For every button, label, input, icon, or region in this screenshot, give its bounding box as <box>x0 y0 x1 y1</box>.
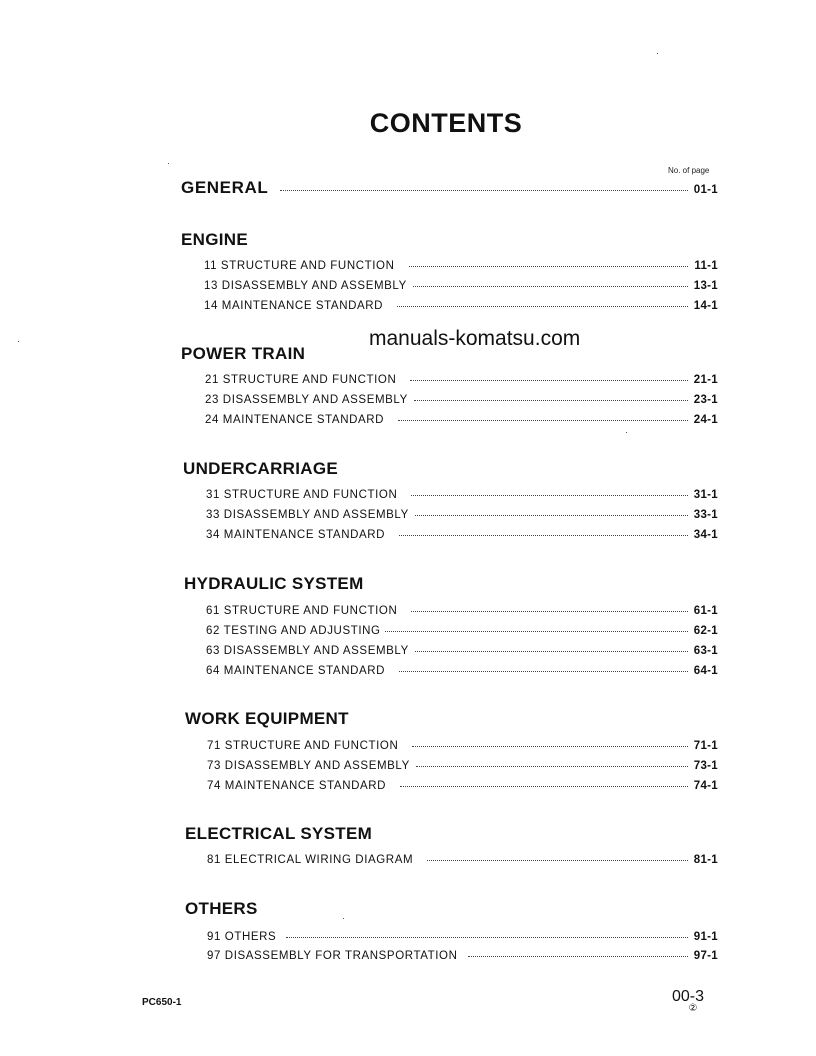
scan-speck <box>18 341 19 342</box>
section-heading: HYDRAULIC SYSTEM <box>184 574 364 593</box>
toc-entry[interactable] <box>205 394 718 406</box>
toc-entry[interactable] <box>206 625 718 637</box>
section-heading: WORK EQUIPMENT <box>185 709 349 728</box>
toc-entry[interactable] <box>207 931 718 943</box>
toc-entry[interactable] <box>207 950 718 962</box>
section-heading: ENGINE <box>181 230 248 249</box>
dot-leader <box>411 495 687 496</box>
scan-speck <box>343 918 344 919</box>
entry-page: 11-1 <box>694 260 718 272</box>
entry-page: 34-1 <box>693 529 718 541</box>
entry-label: 73 DISASSEMBLY AND ASSEMBLY <box>207 760 410 772</box>
toc-entry[interactable] <box>206 489 718 501</box>
entry-label: 14 MAINTENANCE STANDARD <box>204 300 384 312</box>
entry-label: 11 STRUCTURE AND FUNCTION <box>204 260 395 272</box>
dot-leader <box>415 651 688 652</box>
general-label: GENERAL <box>181 178 269 197</box>
entry-label: 34 MAINTENANCE STANDARD <box>206 529 386 541</box>
revision-mark: ② <box>688 1003 698 1014</box>
toc-entry[interactable] <box>204 260 718 272</box>
entry-page: 31-1 <box>693 489 718 501</box>
dot-leader <box>416 766 688 767</box>
entry-label: 31 STRUCTURE AND FUNCTION <box>206 489 398 501</box>
dot-leader <box>400 786 688 787</box>
toc-entry[interactable] <box>206 645 718 657</box>
toc-entry[interactable] <box>205 414 718 426</box>
entry-page: 21-1 <box>693 374 718 386</box>
entry-page: 23-1 <box>693 394 718 406</box>
dot-leader <box>280 190 687 191</box>
entry-label: 91 OTHERS <box>207 931 277 943</box>
entry-label: 63 DISASSEMBLY AND ASSEMBLY <box>206 645 409 657</box>
scan-speck <box>626 432 627 433</box>
dot-leader <box>415 515 688 516</box>
dot-leader <box>286 937 687 938</box>
dot-leader <box>468 956 688 957</box>
general-page: 01-1 <box>693 184 718 196</box>
toc-entry[interactable] <box>207 740 718 752</box>
entry-label: 97 DISASSEMBLY FOR TRANSPORTATION <box>207 950 458 962</box>
entry-page: 63-1 <box>693 645 718 657</box>
watermark-text: manuals-komatsu.com <box>369 327 581 350</box>
dot-leader <box>411 611 687 612</box>
entry-label: 81 ELECTRICAL WIRING DIAGRAM <box>207 854 414 866</box>
entry-label: 64 MAINTENANCE STANDARD <box>206 665 386 677</box>
entry-page: 13-1 <box>693 280 718 292</box>
entry-page: 97-1 <box>693 950 718 962</box>
section-heading: POWER TRAIN <box>181 344 306 363</box>
entry-label: 21 STRUCTURE AND FUNCTION <box>205 374 397 386</box>
entry-label: 24 MAINTENANCE STANDARD <box>205 414 385 426</box>
model-number: PC650-1 <box>142 997 182 1008</box>
toc-entry[interactable] <box>206 529 718 541</box>
entry-label: 13 DISASSEMBLY AND ASSEMBLY <box>204 280 407 292</box>
entry-page: 73-1 <box>693 760 718 772</box>
entry-label: 23 DISASSEMBLY AND ASSEMBLY <box>205 394 408 406</box>
section-heading: UNDERCARRIAGE <box>183 459 339 478</box>
entry-page: 81-1 <box>693 854 718 866</box>
section-heading: ELECTRICAL SYSTEM <box>185 824 373 843</box>
dot-leader <box>410 380 687 381</box>
toc-entry[interactable] <box>207 760 718 772</box>
entry-page: 62-1 <box>693 625 718 637</box>
scan-speck <box>657 53 658 54</box>
entry-page: 71-1 <box>693 740 718 752</box>
entry-label: 61 STRUCTURE AND FUNCTION <box>206 605 398 617</box>
entry-page: 64-1 <box>693 665 718 677</box>
toc-entry[interactable] <box>206 509 718 521</box>
entry-page: 91-1 <box>693 931 718 943</box>
dot-leader <box>414 400 688 401</box>
entry-page: 74-1 <box>693 780 718 792</box>
toc-entry[interactable] <box>207 780 718 792</box>
dot-leader <box>427 860 688 861</box>
page-number: 00-3 <box>672 988 705 1005</box>
entry-page: 24-1 <box>693 414 718 426</box>
dot-leader <box>399 671 688 672</box>
page-number-block <box>672 988 704 1014</box>
dot-leader <box>397 306 688 307</box>
toc-entry[interactable] <box>204 300 718 312</box>
toc-entry[interactable] <box>207 854 718 866</box>
entry-label: 62 TESTING AND ADJUSTING <box>206 625 381 637</box>
scan-speck <box>168 163 169 164</box>
entry-label: 74 MAINTENANCE STANDARD <box>207 780 387 792</box>
entry-label: 71 STRUCTURE AND FUNCTION <box>207 740 399 752</box>
dot-leader <box>385 631 688 632</box>
entry-page: 61-1 <box>693 605 718 617</box>
page-column-header: No. of page <box>668 166 710 175</box>
toc-entry[interactable] <box>204 280 718 292</box>
dot-leader <box>413 286 688 287</box>
dot-leader <box>398 420 688 421</box>
dot-leader <box>412 746 687 747</box>
toc-entry[interactable] <box>206 605 718 617</box>
toc-entry[interactable] <box>206 665 718 677</box>
section-heading: OTHERS <box>185 899 258 918</box>
entry-label: 33 DISASSEMBLY AND ASSEMBLY <box>206 509 409 521</box>
entry-page: 14-1 <box>693 300 718 312</box>
general-entry[interactable] <box>181 178 718 198</box>
page-title: CONTENTS <box>369 108 523 138</box>
toc-entry[interactable] <box>205 374 718 386</box>
dot-leader <box>399 535 688 536</box>
entry-page: 33-1 <box>693 509 718 521</box>
dot-leader <box>409 266 689 267</box>
